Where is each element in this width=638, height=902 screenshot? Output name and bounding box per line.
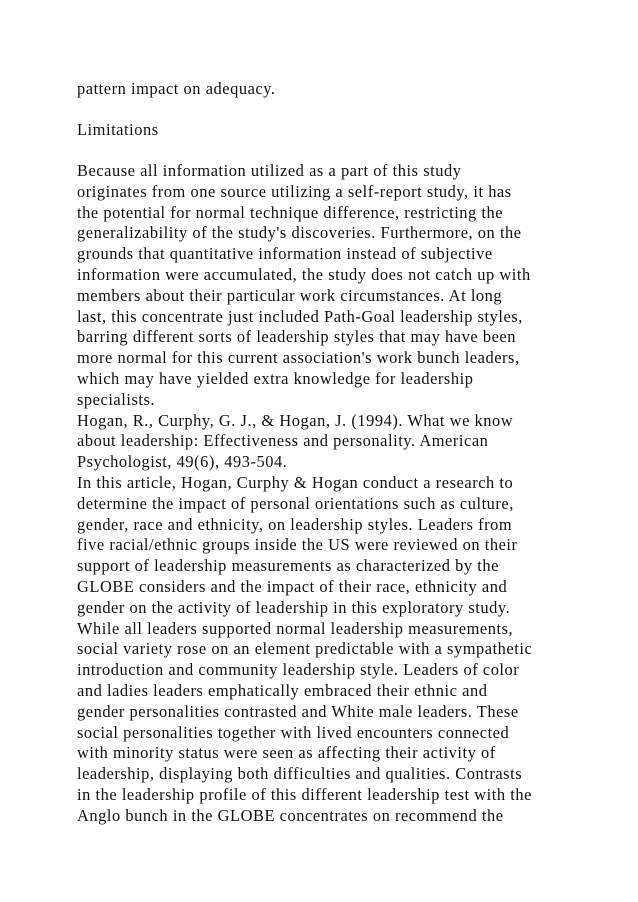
lead-line: pattern impact on adequacy. bbox=[77, 79, 276, 98]
body-text: Because all information utilized as a part of this study originates from one source utilizing a self-report study, it has the potential for normal technique difference, restricting the generalizability of the study's discoveries. Furthermore, on the grounds that quantitative information instead of subjective information were accumulated, the study does not catch up with members about their particular work circumstances. At long last, this concentrate just included Path-Goal leadership styles, barring different sorts of leadership styles that may have been more normal for this current association's work bunch leaders, which may have yielded extra knowledge for leadership specialists. Hogan, R., Curphy, G. J., & Hogan, J. (1994). What we know about leadership: Effectiveness and personality. American Psychologist, 49(6), 493-504. In this article, Hogan, Curphy & Hogan conduct a research to determine the impact of personal orientations such as culture, gender, race and ethnicity, on leadership styles. Leaders from five racial/ethnic groups inside the US were reviewed on their support of leadership measurements as characterized by the GLOBE considers and the impact of their race, ethnicity and gender on the activity of leadership in this exploratory study. While all leaders supported normal leadership measurements, social variety rose on an element predictable with a sympathetic introduction and community leadership style. Leaders of color and ladies leaders emphatically embraced their ethnic and gender personalities contrasted and White male leaders. These social personalities together with lived encounters connected with minority status were seen as affecting their activity of leadership, displaying both difficulties and qualities. Contrasts in the leadership profile of this different leadership test with the Anglo bunch in the GLOBE concentrates on recommend the bbox=[77, 161, 533, 825]
section-heading: Limitations bbox=[77, 120, 159, 139]
